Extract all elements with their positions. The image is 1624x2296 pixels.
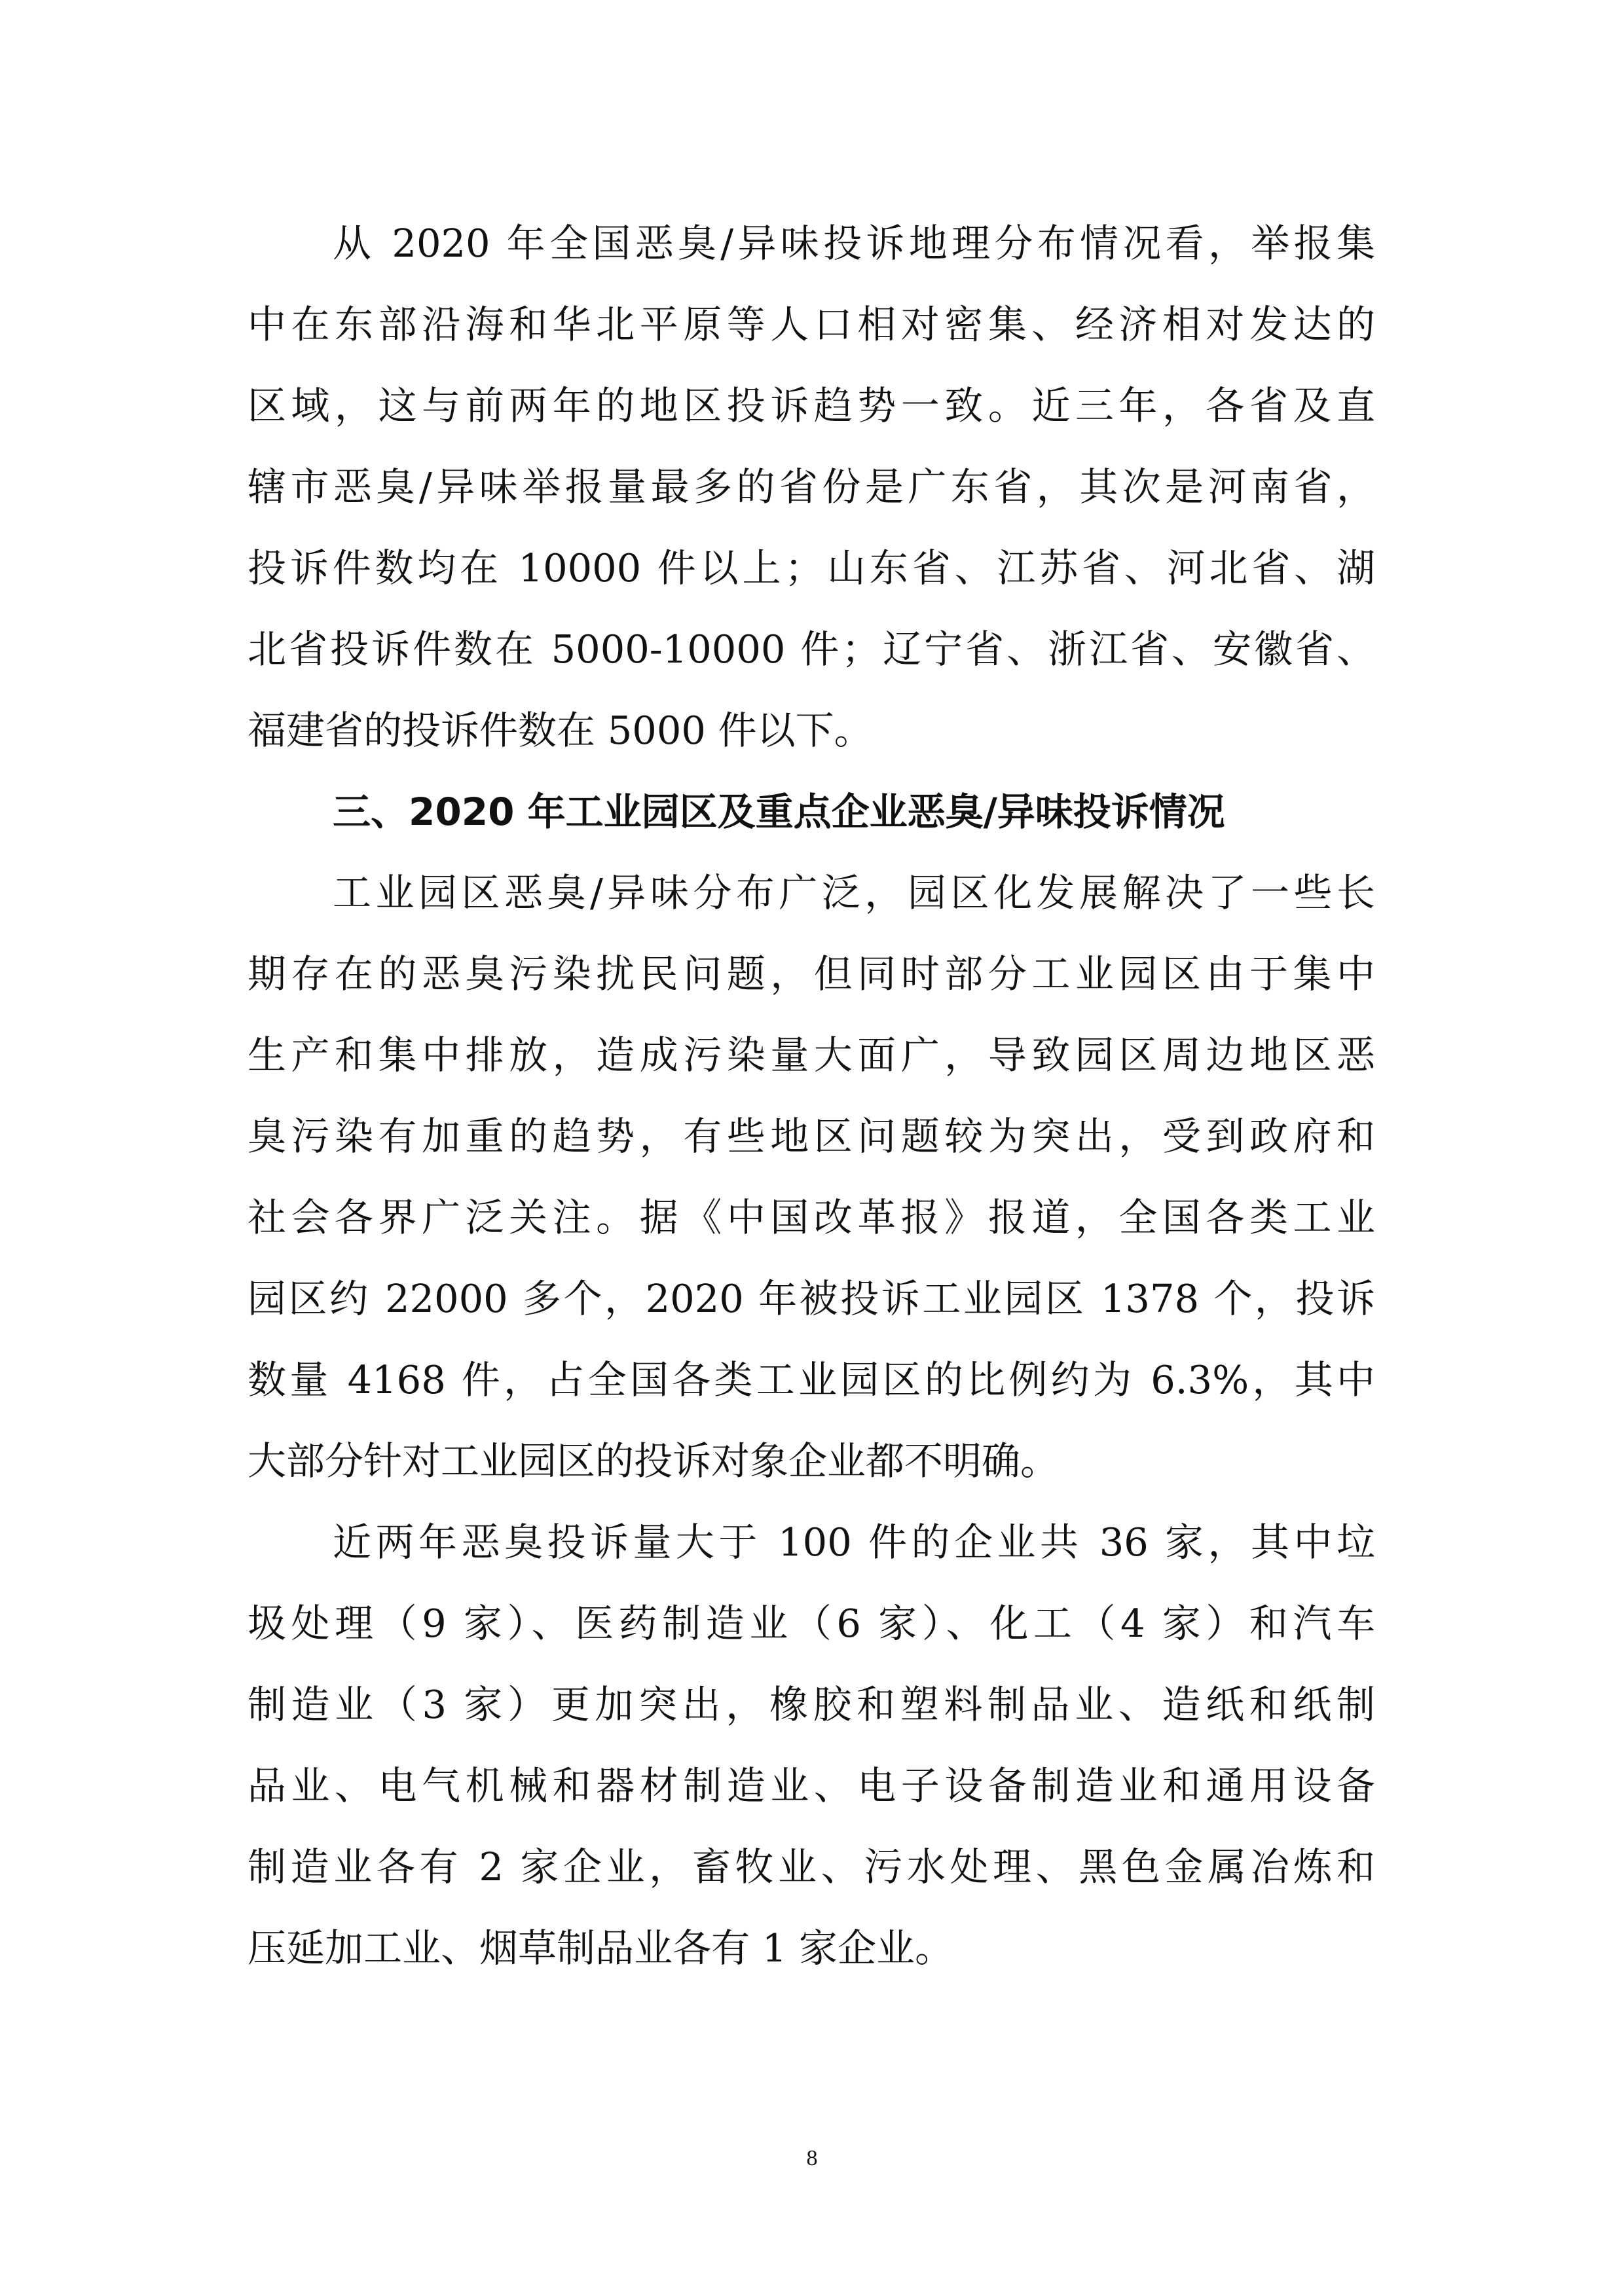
- text-line: 辖市恶臭/异味举报量最多的省份是广东省，其次是河南省，: [248, 464, 1375, 509]
- text-line: 区域，这与前两年的地区投诉趋势一致。近三年，各省及直: [248, 383, 1375, 428]
- text-line: 品业、电气机械和器材制造业、电子设备制造业和通用设备: [248, 1763, 1375, 1808]
- paragraph-geographic-distribution: [248, 203, 1375, 771]
- text-line: 工业园区恶臭/异味分布广泛，园区化发展解决了一些长: [333, 870, 1375, 915]
- section-heading: 三、2020 年工业园区及重点企业恶臭/异味投诉情况: [333, 790, 1225, 834]
- document-body: [248, 203, 1375, 1989]
- text-line: 投诉件数均在 10000 件以上；山东省、江苏省、河北省、湖: [248, 545, 1375, 591]
- text-line: 社会各界广泛关注。据《中国改革报》报道，全国各类工业: [248, 1195, 1375, 1240]
- text-line: 数量 4168 件，占全国各类工业园区的比例约为 6.3%，其中: [248, 1357, 1375, 1402]
- text-line: 从 2020 年全国恶臭/异味投诉地理分布情况看，举报集: [333, 221, 1375, 266]
- text-line: 大部分针对工业园区的投诉对象企业都不明确。: [248, 1438, 1060, 1484]
- text-line: 近两年恶臭投诉量大于 100 件的企业共 36 家，其中垃: [333, 1520, 1375, 1565]
- text-line: 圾处理（9 家）、医药制造业（6 家）、化工（4 家）和汽车: [248, 1601, 1375, 1646]
- text-line: 制造业各有 2 家企业，畜牧业、污水处理、黑色金属冶炼和: [248, 1844, 1375, 1889]
- text-line: 园区约 22000 多个，2020 年被投诉工业园区 1378 个，投诉: [248, 1276, 1375, 1321]
- text-line: 臭污染有加重的趋势，有些地区问题较为突出，受到政府和: [248, 1114, 1375, 1159]
- text-line: 中在东部沿海和华北平原等人口相对密集、经济相对发达的: [248, 302, 1375, 347]
- text-line: 压延加工业、烟草制品业各有 1 家企业。: [248, 1925, 954, 1971]
- text-line: 北省投诉件数在 5000-10000 件；辽宁省、浙江省、安徽省、: [248, 627, 1375, 672]
- paragraph-key-enterprises: [248, 1502, 1375, 1989]
- text-line: 福建省的投诉件数在 5000 件以下。: [248, 708, 873, 753]
- paragraph-industrial-parks: [248, 852, 1375, 1502]
- page-number: 8: [806, 2146, 818, 2170]
- text-line: 制造业（3 家）更加突出，橡胶和塑料制品业、造纸和纸制: [248, 1682, 1375, 1727]
- text-line: 期存在的恶臭污染扰民问题，但同时部分工业园区由于集中: [248, 951, 1375, 996]
- text-line: 生产和集中排放，造成污染量大面广，导致园区周边地区恶: [248, 1032, 1375, 1078]
